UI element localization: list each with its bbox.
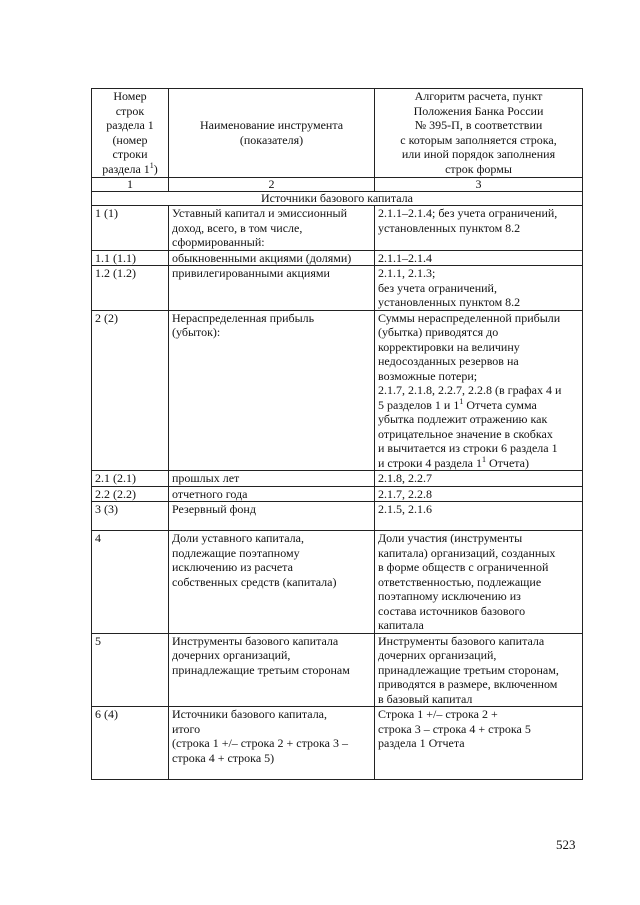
table-row	[92, 250, 583, 266]
algorithm-text: 2.1.1–2.1.4	[375, 250, 583, 266]
column-number-row	[92, 178, 583, 192]
row-number: 2.2 (2.2)	[92, 486, 169, 502]
header-row-number-cell: Номер строк раздела 1 (номер строки раздела $1^1$)	[92, 89, 169, 178]
algorithm-text: Строка 1 +/– строка 2 + строка 3 – строка 4 + строка 5 раздела 1 Отчета	[375, 707, 583, 780]
table-header-row	[92, 89, 583, 178]
section-title: Источники базового капитала	[92, 192, 583, 206]
row-number: 5	[92, 633, 169, 707]
algorithm-text: 2.1.1, 2.1.3; без учета ограничений, установленных пунктом 8.2	[375, 266, 583, 311]
column-number: 1	[92, 178, 169, 192]
algorithm-text: 2.1.1–2.1.4; без учета ограничений, установленных пунктом 8.2	[375, 206, 583, 251]
column-number: 3	[375, 178, 583, 192]
section-title-row	[92, 192, 583, 206]
table-row	[92, 206, 583, 251]
row-number: 4	[92, 531, 169, 634]
row-number: 1.1 (1.1)	[92, 250, 169, 266]
document-table	[91, 88, 583, 780]
row-number: 1.2 (1.2)	[92, 266, 169, 311]
instrument-name: Резервный фонд	[169, 502, 375, 531]
table-row	[92, 471, 583, 487]
row-number: 1 (1)	[92, 206, 169, 251]
instrument-name: Доли уставного капитала, подлежащие поэтапному исключению из расчета собственных средств (капитала)	[169, 531, 375, 634]
algorithm-text: 2.1.5, 2.1.6	[375, 502, 583, 531]
algorithm-text: Суммы нераспределенной прибыли (убытка) приводятся до корректировки на величину недосозданных резервов на возможные потери; 2.1.7, 2.1.8, 2.2.7, 2.2.8 (в графах 4 и 5 разделов 1 и $1^1$ Отчета сумма убытка подлежит отражению как отрицательное значение в скобках и вычитается из строки 6 раздела 1 и строки 4 раздела $1^1$ Отчета)	[375, 310, 583, 471]
instrument-name: Нераспределенная прибыль (убыток):	[169, 310, 375, 471]
row-number: 2.1 (2.1)	[92, 471, 169, 487]
table-row	[92, 633, 583, 707]
table-row	[92, 266, 583, 311]
page-number: 523	[556, 837, 576, 852]
row-number: 2 (2)	[92, 310, 169, 471]
algorithm-text: Доли участия (инструменты капитала) организаций, созданных в форме обществ с ограниченной ответственностью, подлежащие поэтапному исключению из состава источников базового капитала	[375, 531, 583, 634]
algorithm-text: Инструменты базового капитала дочерних организаций, принадлежащие третьим сторонам, приводятся в размере, включенном в базовый капитал	[375, 633, 583, 707]
instrument-name: привилегированными акциями	[169, 266, 375, 311]
column-number: 2	[169, 178, 375, 192]
table-row	[92, 531, 583, 634]
table-row	[92, 310, 583, 471]
instrument-name: Источники базового капитала, итого (строка 1 +/– строка 2 + строка 3 – строка 4 + строка 5)	[169, 707, 375, 780]
table-row	[92, 486, 583, 502]
algorithm-text: 2.1.8, 2.2.7	[375, 471, 583, 487]
algorithm-text: 2.1.7, 2.2.8	[375, 486, 583, 502]
table-row	[92, 707, 583, 780]
row-number: 6 (4)	[92, 707, 169, 780]
instrument-name: прошлых лет	[169, 471, 375, 487]
row-number: 3 (3)	[92, 502, 169, 531]
header-instrument-name-cell: Наименование инструмента (показателя)	[169, 89, 375, 178]
instrument-name: Инструменты базового капитала дочерних организаций, принадлежащие третьим сторонам	[169, 633, 375, 707]
header-algorithm-cell: Алгоритм расчета, пункт Положения Банка России № 395-П, в соответствии с которым заполняется строка, или иной порядок заполнения строк формы	[375, 89, 583, 178]
table-row	[92, 502, 583, 531]
instrument-name: обыкновенными акциями (долями)	[169, 250, 375, 266]
instrument-name: отчетного года	[169, 486, 375, 502]
instrument-name: Уставный капитал и эмиссионный доход, всего, в том числе, сформированный:	[169, 206, 375, 251]
